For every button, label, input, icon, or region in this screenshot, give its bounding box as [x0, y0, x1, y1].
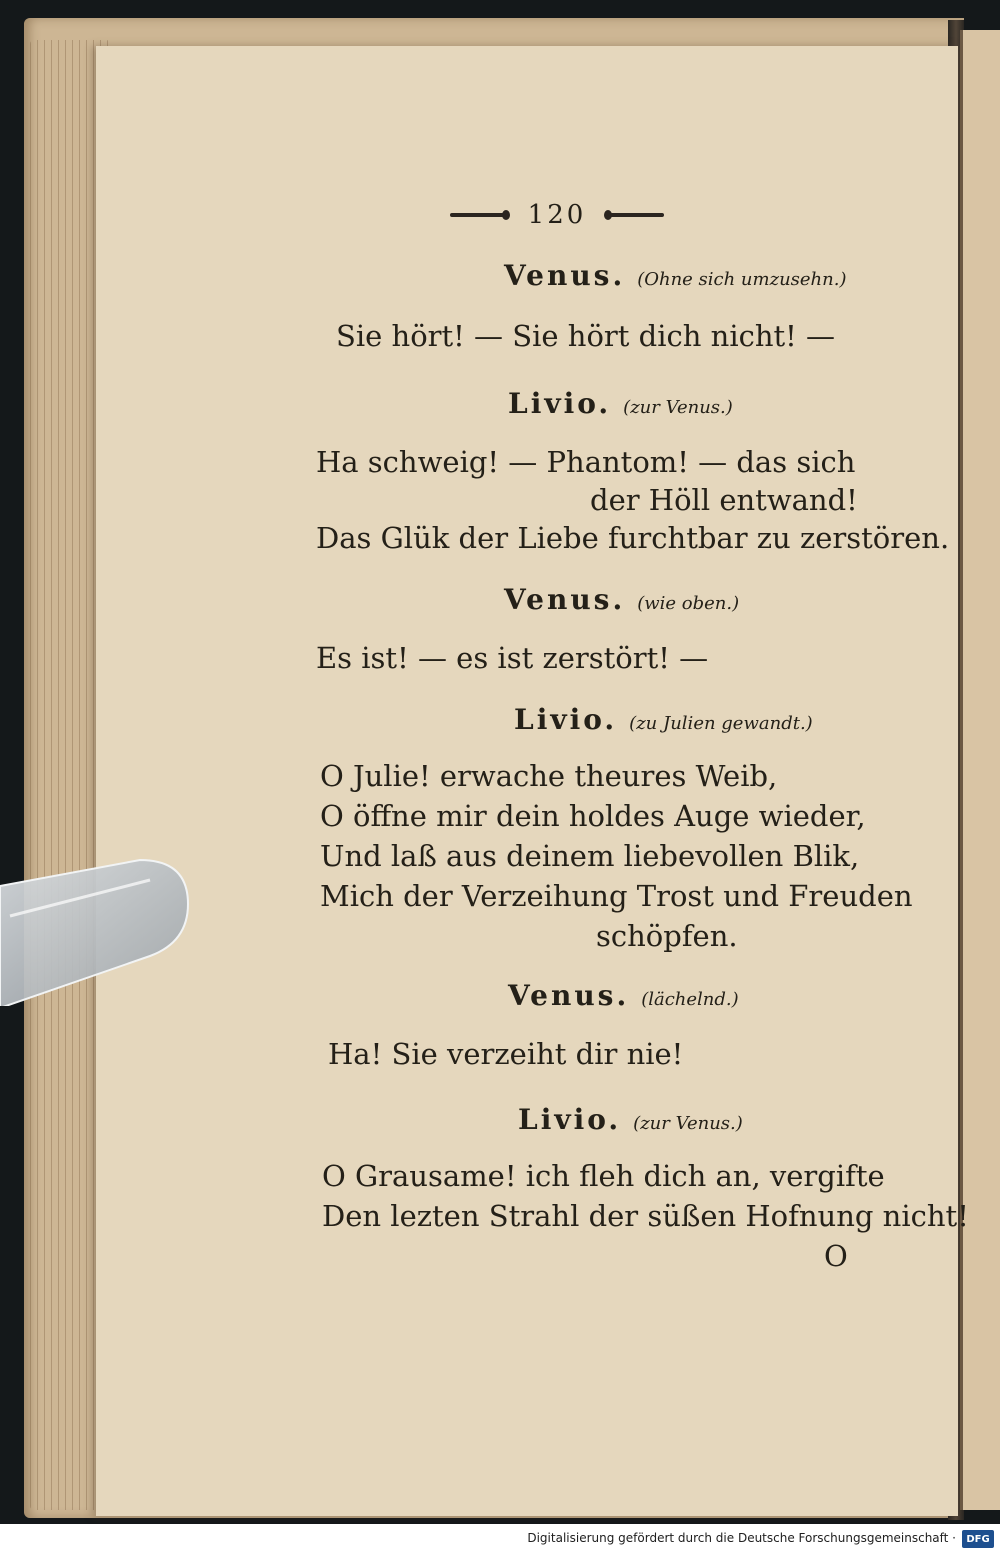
verse-line: O Grausame! ich fleh dich an, vergifte: [322, 1159, 885, 1193]
ornament-right-icon: [606, 213, 664, 217]
stage-direction: (Ohne sich umzusehn.): [637, 269, 847, 290]
verse-line: Ha! Sie verzeiht dir nie!: [328, 1037, 684, 1071]
verse-line: O öffne mir dein holdes Auge wieder,: [320, 799, 866, 833]
speaker-livio: Livio. (zur Venus.): [518, 1103, 743, 1136]
facing-page-edge: [960, 30, 1000, 1510]
stage-direction: (zu Julien gewandt.): [629, 713, 813, 734]
verse-line: Und laß aus deinem liebevollen Blik,: [320, 839, 860, 873]
book-page: [96, 46, 969, 1516]
verse-line: Den lezten Strahl der süßen Hofnung nicht!: [322, 1199, 969, 1233]
page-text: [96, 46, 969, 1346]
footer-credit: Digitalisierung gefördert durch die Deutsche Forschungsgemeinschaft ·: [527, 1531, 956, 1545]
dfg-logo: DFG: [962, 1530, 994, 1548]
ornament-left-icon: [450, 213, 508, 217]
glass-bookmark: [0, 856, 190, 1006]
stage-direction: (wie oben.): [637, 593, 740, 614]
verse-line: Sie hört! — Sie hört dich nicht! —: [336, 319, 836, 353]
verse-line: der Höll entwand!: [590, 483, 858, 517]
verse-line: Das Glük der Liebe furchtbar zu zerstören.: [316, 521, 950, 555]
stage-direction: (lächelnd.): [641, 989, 739, 1010]
footer-bar: [0, 1524, 1000, 1556]
verse-line: O Julie! erwache theures Weib,: [320, 759, 778, 793]
verse-line: Ha schweig! — Phantom! — das sich: [316, 445, 856, 479]
speaker-livio: Livio. (zur Venus.): [508, 387, 733, 420]
stage-direction: (zur Venus.): [623, 397, 733, 418]
page-header: [422, 198, 692, 232]
verse-line: schöpfen.: [596, 919, 738, 953]
speaker-venus: Venus. (Ohne sich umzusehn.): [504, 259, 847, 292]
speaker-venus: Venus. (wie oben.): [504, 583, 740, 616]
page-number: 120: [527, 200, 587, 230]
verse-line: Es ist! — es ist zerstört! —: [316, 641, 709, 675]
catchword: O: [824, 1239, 848, 1273]
speaker-venus: Venus. (lächelnd.): [508, 979, 739, 1012]
speaker-livio: Livio. (zu Julien gewandt.): [514, 703, 813, 736]
stage-direction: (zur Venus.): [633, 1113, 743, 1134]
verse-line: Mich der Verzeihung Trost und Freuden: [320, 879, 913, 913]
